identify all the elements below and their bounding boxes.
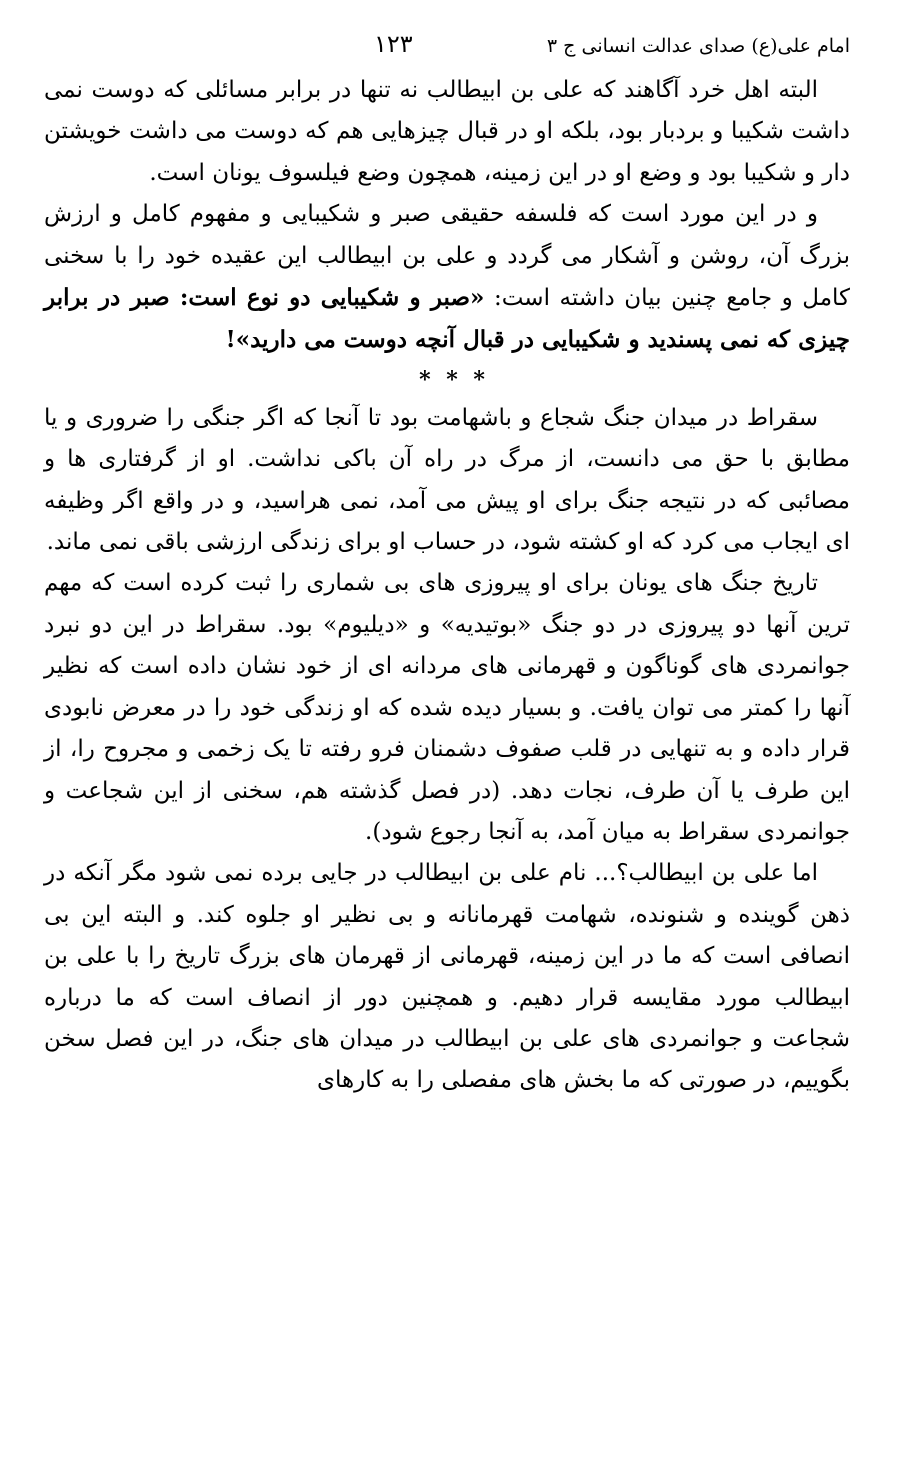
paragraph-ali-courage: اما علی بن ابیطالب؟... نام علی بن ابیطالب در جایی برده نمی شود مگر آنکه در ذهن گوینده و شنونده، شهامت قهرمانانه و بی نظیر او جلوه کند. و البته این بی انصافی است که ما در این زمینه، قهرمانی از قهرمان های بزرگ تاریخ را با علی بن ابیطالب مورد مقایسه قرار دهیم. و همچنین دور از انصاف است که ما درباره شجاعت و جوانمردی های علی بن ابیطالب در میدان های جنگ، در این فصل سخن بگوییم، در صورتی که ما بخش های مفصلی را به کارهای bbox=[44, 860, 850, 1094]
book-page bbox=[44, 30, 850, 1102]
paragraph-intro-text: و در این مورد است که فلسفه حقیقی صبر و شکیبایی و مفهوم کامل و ارزش بزرگ آن، روشن و آشکار می گردد و علی بن ابیطالب این عقیده خود را با سخنی کامل و جامع چنین بیان داشته است: bbox=[44, 201, 850, 312]
paragraph-socrates-courage: سقراط در میدان جنگ شجاع و باشهامت بود تا آنجا که اگر جنگی را ضروری و یا مطابق با حق می دانست، از مرگ در راه آن باکی نداشت. او از گرفتاری ها و مصائبی که در نتیجه جنگ برای او پیش می آمد، نمی هراسید، و در واقع اگر وظیفه ای ایجاب می کرد که او کشته شود، در حساب او برای زندگی ارزشی باقی نمی ماند. bbox=[44, 404, 850, 556]
book-title: امام علی(ع) صدای عدالت انسانی ج ۳ bbox=[546, 35, 850, 57]
page-number: ۱۲۳ bbox=[374, 30, 413, 58]
section-separator: * * * bbox=[419, 366, 489, 393]
bold-quote: «صبر و شکیبایی دو نوع است: صبر در برابر چیزی که نمی پسندید و شکیبایی در قبال آنچه دوست می دارید»! bbox=[44, 284, 850, 354]
paragraph-patience-of-ali: البته اهل خرد آگاهند که علی بن ابیطالب نه تنها در برابر مسائلی که دوست نمی داشت شکیبا و بردبار بود، بلکه او در قبال چیزهایی هم که دوست می داشت خویشتن دار و شکیبا بود و وضع او در این زمینه، همچون وضع فیلسوف یونان است. bbox=[44, 77, 850, 186]
paragraph-greek-wars: تاریخ جنگ های یونان برای او پیروزی های بی شماری را ثبت کرده است که مهم ترین آنها دو پیروزی در دو جنگ «بوتیدیه» و «دیلیوم» بود. سقراط در این دو نبرد جوانمردی های گوناگون و قهرمانی های مردانه ای از خود نشان داده است که نظیر آنها را کمتر می توان یافت. و بسیار دیده شده که او زندگی خود را در معرض نابودی قرار داده و به تنهایی در قلب صفوف دشمنان فرو رفته تا یک زخمی و مجروح را، از این طرف یا آن طرف، نجات دهد. (در فصل گذشته هم، سخنی از این شجاعت و جوانمردی سقراط به میان آمد، به آنجا رجوع شود). bbox=[44, 570, 850, 845]
paragraph-philosophy-of-patience bbox=[44, 194, 850, 362]
running-header bbox=[44, 30, 850, 70]
